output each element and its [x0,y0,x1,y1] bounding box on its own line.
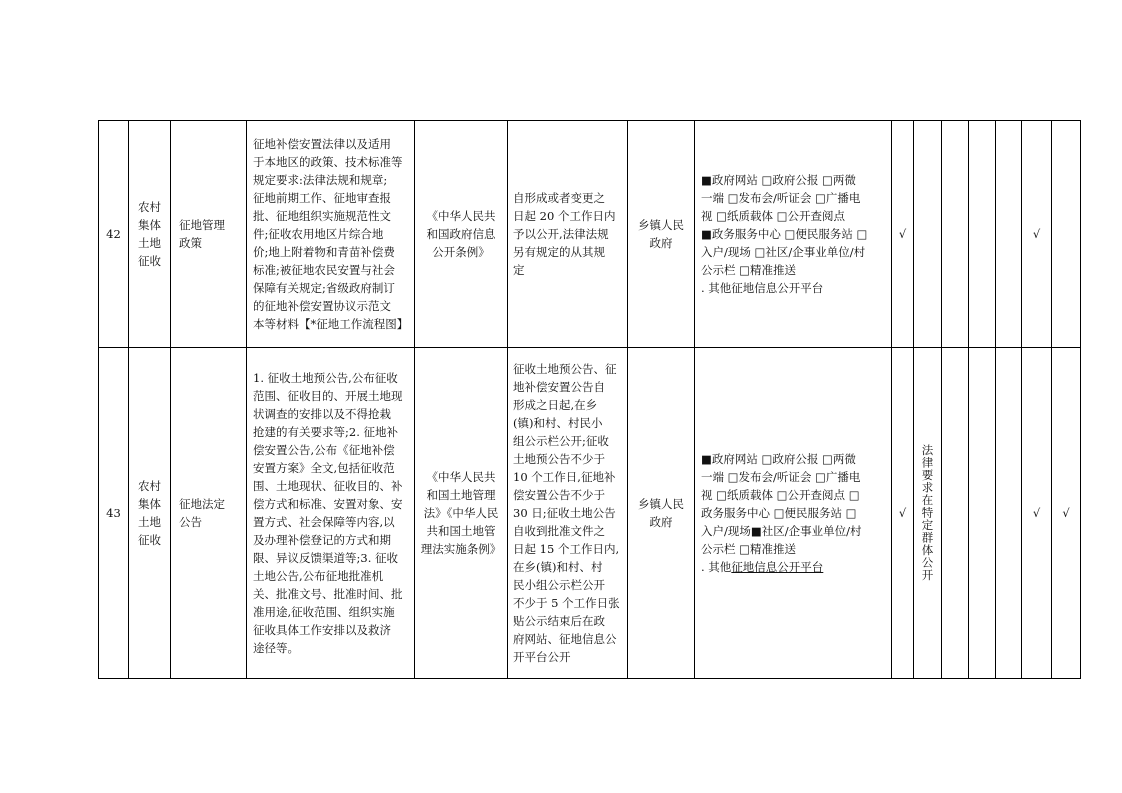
channels-cell: ■政府网站 □政府公报 □两微 一端 □发布会/听证会 □广播电 视 □纸质载体 □公开查阅点 ■政务服务中心 □便民服务站 □ 入户/现场 □社区/企事业单位/村 公示栏 □精准推送 . 其他征地信息公开平台 [695,121,892,348]
table-row [99,121,1081,348]
mark-cell [969,121,996,348]
mark-cell [914,121,942,348]
content-cell: 1. 征收土地预公告,公布征收 范围、征收目的、开展土地现 状调查的安排以及不得抢栽 抢建的有关要求等;2. 征地补 偿安置公告,公布《征地补偿 安置方案》全文,包括征收范 围、土地现状、征收目的、补 偿方式和标准、安置对象、安 置方式、社会保障等内容,以 及办理补偿登记的方式和期 限、异议反馈渠道等;3. 征收 土地公告,公布征地批准机 关、批准文号、批准时间、批 准用途,征收范围、组织实施 征收具体工作安排以及救济 途径等。 [247,348,415,679]
mark-cell [996,121,1022,348]
mark-cell [996,348,1022,679]
item-cell: 征地管理 政策 [171,121,247,348]
mark-cell [942,121,969,348]
disclosure-table [98,120,1081,679]
mark-cell [942,348,969,679]
platform-link: 征地信息公开平台 [731,560,824,574]
category-cell: 农村 集体 土地 征收 [129,121,171,348]
basis-cell: 《中华人民共 和国土地管理 法》《中华人民 共和国土地管 理法实施条例》 [415,348,508,679]
content-cell: 征地补偿安置法律以及适用 于本地区的政策、技术标准等 规定要求:法律法规和规章; 征地前期工作、征地审查报 批、征地组织实施规范性文 件;征收农用地区片综合地 价;地上附着物和青苗补偿费 标准;被征地农民安置与社会 保障有关规定;省级政府制订 的征地补偿安置协议示范文 本等材料【*征地工作流程图】 [247,121,415,348]
row-number: 43 [99,348,129,679]
table-row [99,348,1081,679]
mark-cell [969,348,996,679]
subject-cell: 乡镇人民 政府 [628,121,695,348]
time-limit-cell: 征收土地预公告、征 地补偿安置公告自 形成之日起,在乡 (镇)和村、村民小 组公示栏公开;征收 土地预公告不少于 10 个工作日,征地补 偿安置公告不少于 30 日;征收土地公告 自收到批准文件之 日起 15 个工作日内, 在乡(镇)和村、村 民小组公示栏公开 不少于 5 个工作日张 贴公示结束后在政 府网站、征地信息公 开平台公开 [508,348,628,679]
subject-cell: 乡镇人民 政府 [628,348,695,679]
item-cell: 征地法定 公告 [171,348,247,679]
row-number: 42 [99,121,129,348]
requirement-note: 法律要求在特定群体公开 [920,444,935,582]
checkmark-cell: √ [892,348,914,679]
checkmark-cell: √ [892,121,914,348]
category-cell: 农村 集体 土地 征收 [129,348,171,679]
requirement-note-cell [914,348,942,679]
time-limit-cell: 自形成或者变更之 日起 20 个工作日内 予以公开,法律法规 另有规定的从其规 定 [508,121,628,348]
channels-cell: ■政府网站 □政府公报 □两微 一端 □发布会/听证会 □广播电 视 □纸质载体 □公开查阅点 □ 政务服务中心 □便民服务站 □ 入户/现场■社区/企事业单位/村 公示栏 □精准推送 . 其他征地信息公开平台 [695,348,892,679]
checkmark-cell: √ [1022,348,1052,679]
checkmark-cell: √ [1052,348,1081,679]
checkmark-cell: √ [1022,121,1052,348]
basis-cell: 《中华人民共 和国政府信息 公开条例》 [415,121,508,348]
mark-cell [1052,121,1081,348]
